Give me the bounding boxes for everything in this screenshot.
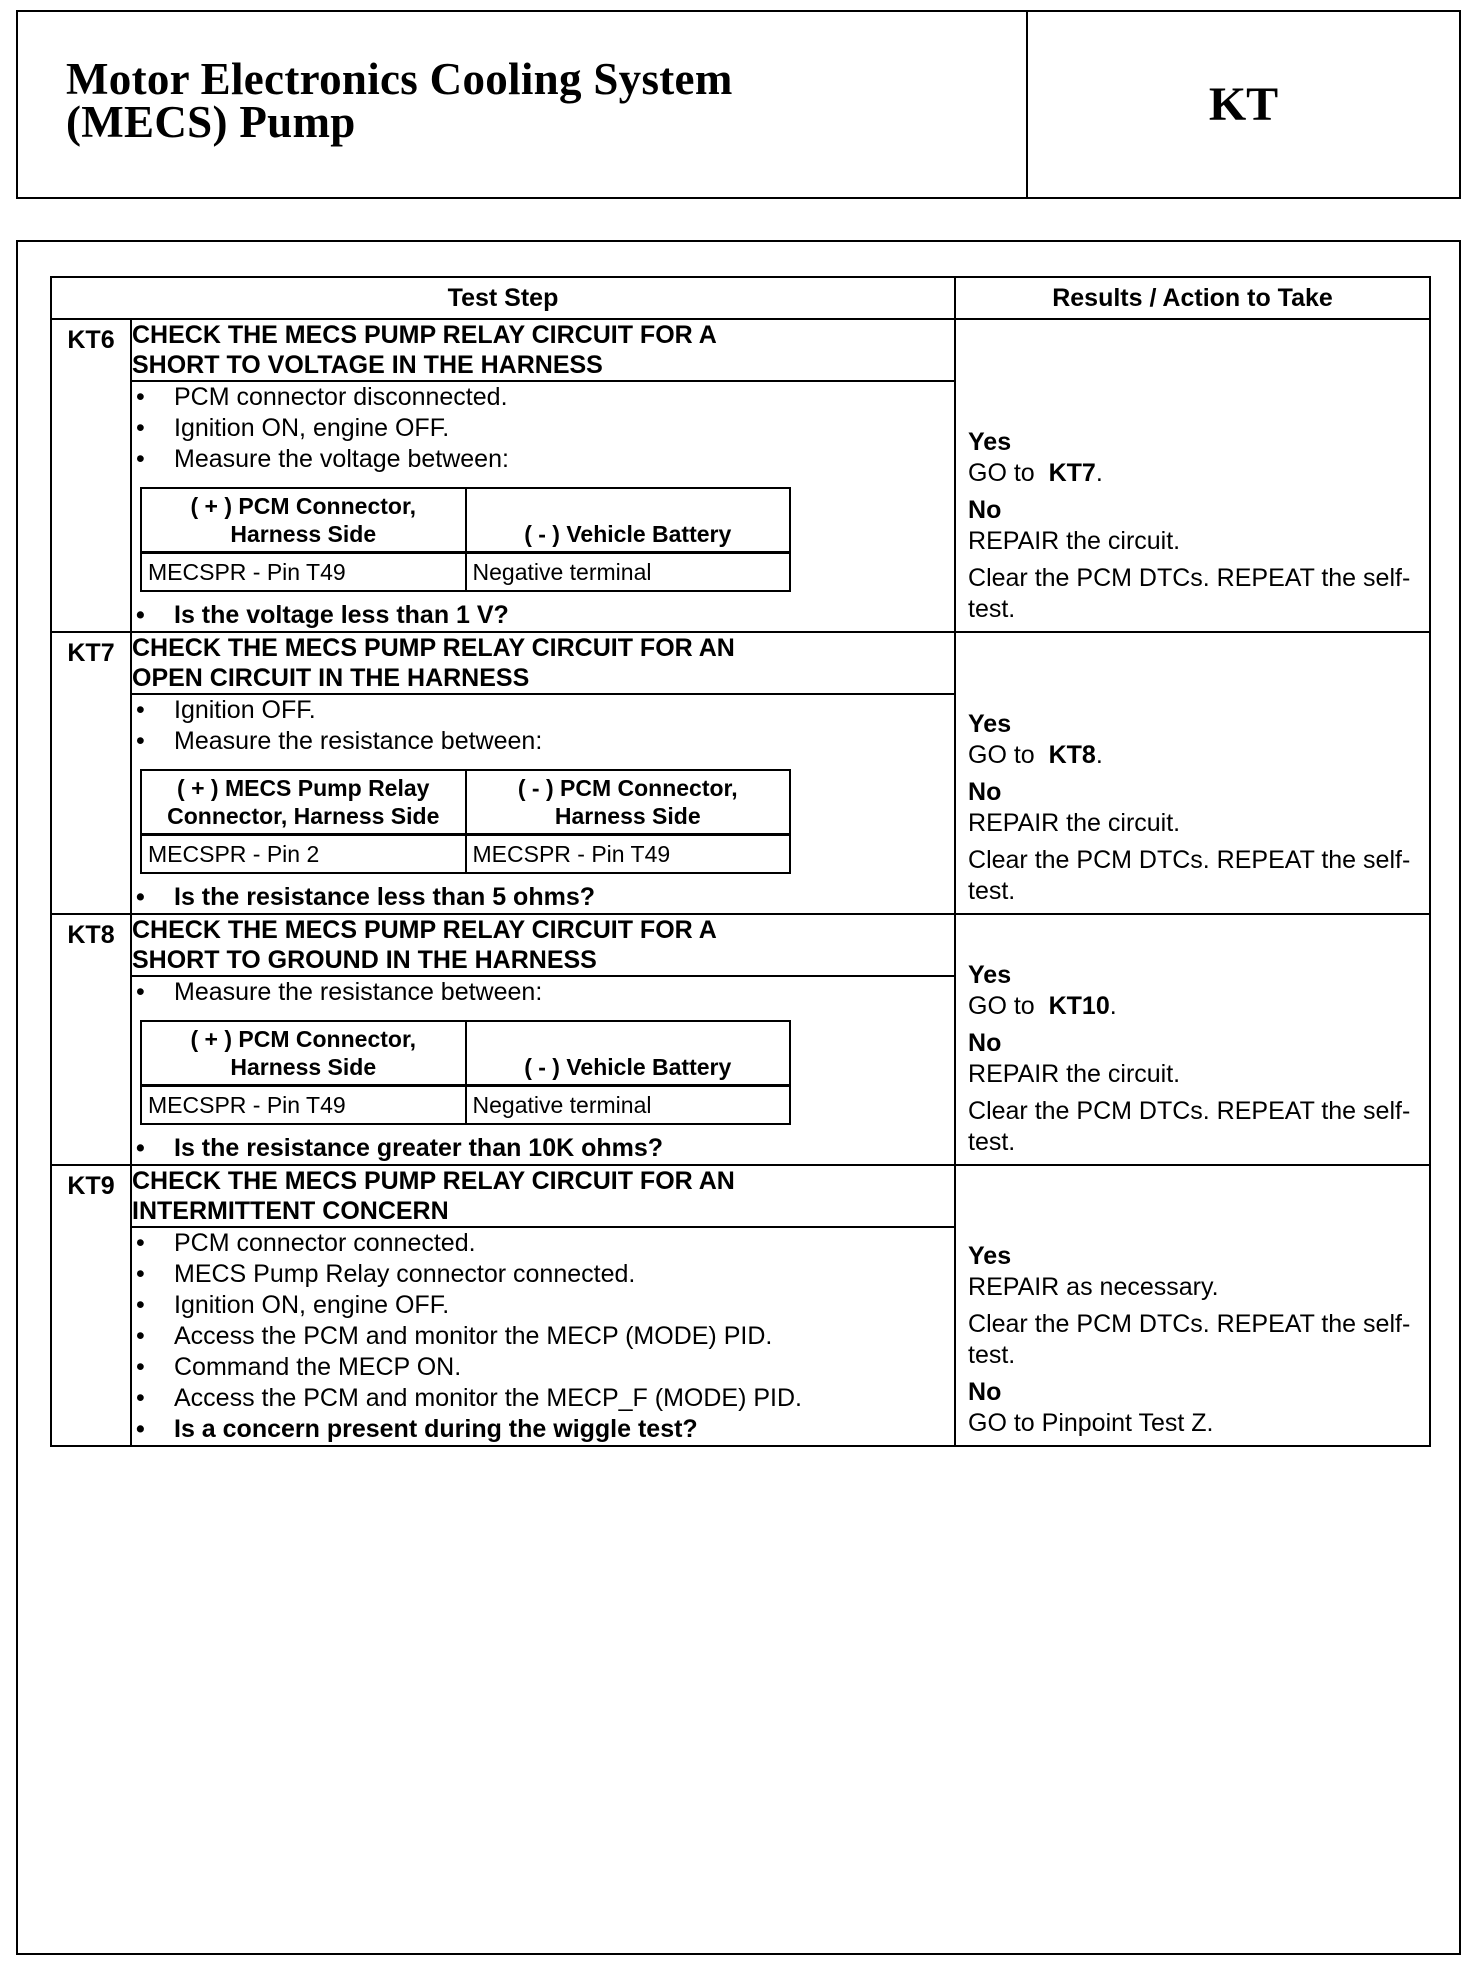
- step-result-kt7: [955, 632, 1430, 914]
- measurement-value: MECSPR - Pin T49: [141, 553, 466, 592]
- test-procedure-frame: [16, 240, 1461, 1955]
- step-title-kt8-line2: SHORT TO GROUND IN THE HARNESS: [132, 946, 597, 974]
- measurement-header: ( + ) MECS Pump Relay Connector, Harness Side: [141, 770, 466, 835]
- question-item: • Is the resistance less than 5 ohms?: [134, 882, 954, 913]
- step-id-kt9: KT9: [51, 1165, 131, 1446]
- result-no-action: REPAIR the circuit.: [968, 809, 1181, 837]
- instruction-item: • Ignition ON, engine OFF.: [134, 1290, 954, 1321]
- step-instructions: [132, 382, 954, 475]
- step-title-kt7: [131, 632, 955, 694]
- step-body-kt7: [131, 694, 955, 914]
- step-id-kt7: KT7: [51, 632, 131, 914]
- instruction-item: • Measure the resistance between:: [134, 977, 954, 1008]
- step-title-kt7-line1: CHECK THE MECS PUMP RELAY CIRCUIT FOR AN: [132, 634, 735, 662]
- result-yes-action: REPAIR as necessary.: [968, 1273, 1219, 1301]
- step-instructions: [132, 1228, 954, 1445]
- result-yes-action: GO to KT8.: [968, 741, 1103, 769]
- header-title-cell: [18, 12, 1028, 197]
- measurement-value: Negative terminal: [466, 553, 791, 592]
- page-title: [66, 54, 733, 147]
- result-no-label: No: [968, 1378, 1002, 1406]
- measurement-table: [140, 1020, 791, 1125]
- test-step-table: [50, 276, 1431, 1447]
- step-result-kt9: [955, 1165, 1430, 1446]
- question-item: • Is a concern present during the wiggle test?: [134, 1414, 954, 1445]
- step-instructions: [132, 695, 954, 757]
- step-result-kt8: [955, 914, 1430, 1165]
- measurement-header: ( - ) Vehicle Battery: [466, 488, 791, 553]
- measurement-header: ( + ) PCM Connector, Harness Side: [141, 1021, 466, 1086]
- result-yes-followup: Clear the PCM DTCs. REPEAT the self-test.: [968, 1310, 1411, 1369]
- step-question: [132, 600, 954, 631]
- measurement-value: MECSPR - Pin T49: [466, 835, 791, 874]
- step-title-row-kt7: [51, 632, 1430, 694]
- result-no-action-link[interactable]: GO to Pinpoint Test Z.: [968, 1409, 1214, 1437]
- result-yes-action: GO to KT7.: [968, 459, 1103, 487]
- measurement-header: ( + ) PCM Connector, Harness Side: [141, 488, 466, 553]
- measurement-header: ( - ) Vehicle Battery: [466, 1021, 791, 1086]
- result-yes-action: GO to KT10.: [968, 992, 1117, 1020]
- step-title-row-kt8: [51, 914, 1430, 976]
- instruction-item: • PCM connector connected.: [134, 1228, 954, 1259]
- instruction-item: • Measure the voltage between:: [134, 444, 954, 475]
- result-no-followup: Clear the PCM DTCs. REPEAT the self-test.: [968, 846, 1411, 905]
- question-item: • Is the voltage less than 1 V?: [134, 600, 954, 631]
- step-title-kt7-line2: OPEN CIRCUIT IN THE HARNESS: [132, 664, 530, 692]
- step-body-kt8: [131, 976, 955, 1165]
- result-yes-text: GO to: [968, 459, 1035, 487]
- step-title-kt9-line2: INTERMITTENT CONCERN: [132, 1197, 449, 1225]
- step-question: [132, 882, 954, 913]
- result-yes-label: Yes: [968, 710, 1012, 738]
- instruction-item: • Access the PCM and monitor the MECP_F (MODE) PID.: [134, 1383, 954, 1414]
- page-title-line1: Motor Electronics Cooling System: [66, 54, 733, 104]
- instruction-item: • Ignition OFF.: [134, 695, 954, 726]
- result-yes-label: Yes: [968, 428, 1012, 456]
- result-no-label: No: [968, 1029, 1002, 1057]
- result-no-label: No: [968, 496, 1002, 524]
- step-body-kt6: [131, 381, 955, 632]
- step-title-kt8: [131, 914, 955, 976]
- measurement-value: Negative terminal: [466, 1086, 791, 1125]
- step-question: [132, 1133, 954, 1164]
- instruction-item: • PCM connector disconnected.: [134, 382, 954, 413]
- step-title-row-kt9: [51, 1165, 1430, 1227]
- result-no-label: No: [968, 778, 1002, 806]
- result-yes-target-link[interactable]: KT7: [1048, 459, 1096, 487]
- page-header: [16, 10, 1461, 199]
- step-title-kt8-line1: CHECK THE MECS PUMP RELAY CIRCUIT FOR A: [132, 916, 717, 944]
- step-id-kt8: KT8: [51, 914, 131, 1165]
- step-title-kt9: [131, 1165, 955, 1227]
- instruction-item: • Access the PCM and monitor the MECP (MODE) PID.: [134, 1321, 954, 1352]
- result-no-followup: Clear the PCM DTCs. REPEAT the self-test.: [968, 564, 1411, 623]
- step-title-kt6: [131, 319, 955, 381]
- step-instructions: [132, 977, 954, 1008]
- page-title-line2: (MECS) Pump: [66, 97, 356, 147]
- step-title-kt9-line1: CHECK THE MECS PUMP RELAY CIRCUIT FOR AN: [132, 1167, 735, 1195]
- result-yes-text: GO to: [968, 741, 1035, 769]
- result-no-action: REPAIR the circuit.: [968, 1060, 1181, 1088]
- result-yes-label: Yes: [968, 1242, 1012, 1270]
- step-title-kt6-line2: SHORT TO VOLTAGE IN THE HARNESS: [132, 351, 603, 379]
- instruction-item: • Command the MECP ON.: [134, 1352, 954, 1383]
- pinpoint-code: KT: [1208, 78, 1279, 131]
- measurement-table: [140, 769, 791, 874]
- instruction-item: • MECS Pump Relay connector connected.: [134, 1259, 954, 1290]
- measurement-value: MECSPR - Pin 2: [141, 835, 466, 874]
- result-no-followup: Clear the PCM DTCs. REPEAT the self-test.: [968, 1097, 1411, 1156]
- result-yes-target-link[interactable]: KT8: [1048, 741, 1096, 769]
- question-item: • Is the resistance greater than 10K ohms?: [134, 1133, 954, 1164]
- instruction-item: • Measure the resistance between:: [134, 726, 954, 757]
- test-step-column-header: Test Step: [51, 277, 955, 319]
- result-yes-text: GO to: [968, 992, 1035, 1020]
- instruction-item: • Ignition ON, engine OFF.: [134, 413, 954, 444]
- result-yes-target-link[interactable]: KT10: [1048, 992, 1110, 1020]
- step-title-kt6-line1: CHECK THE MECS PUMP RELAY CIRCUIT FOR A: [132, 321, 717, 349]
- step-title-row-kt6: [51, 319, 1430, 381]
- measurement-table: [140, 487, 791, 592]
- measurement-header: ( - ) PCM Connector, Harness Side: [466, 770, 791, 835]
- measurement-value: MECSPR - Pin T49: [141, 1086, 466, 1125]
- step-body-kt9: [131, 1227, 955, 1446]
- results-column-header: Results / Action to Take: [955, 277, 1430, 319]
- result-no-action: REPAIR the circuit.: [968, 527, 1181, 555]
- step-id-kt6: KT6: [51, 319, 131, 632]
- step-result-kt6: [955, 319, 1430, 632]
- result-yes-label: Yes: [968, 961, 1012, 989]
- table-header-row: [51, 277, 1430, 319]
